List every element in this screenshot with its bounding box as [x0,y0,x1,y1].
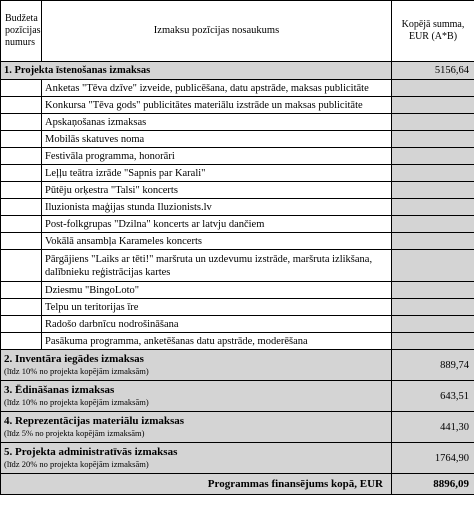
section-1-title: 1. Projekta īstenošanas izmaksas [1,62,392,80]
item-row [1,80,474,97]
header-position-number: Budžeta pozīcijas numurs [1,1,42,62]
header-position-name: Izmaksu pozīcijas nosaukums [42,1,392,62]
item-label: Festivāla programma, honorāri [42,148,392,165]
item-label: Vokālā ansambļa Karameles koncerts [42,233,392,250]
section-4-title-cell [1,412,392,443]
section-3-row [1,381,474,412]
item-label: Post-folkgrupas "Dzilna" koncerts ar latvju dančiem [42,216,392,233]
header-row [1,1,474,62]
item-row [1,250,474,282]
section-2-title: 2. Inventāra iegādes izmaksas [4,353,144,365]
section-1-amount: 5156,64 [392,62,474,80]
section-4-title: 4. Reprezentācijas materiālu izmaksas [4,415,185,427]
item-label: Apskaņošanas izmaksas [42,114,392,131]
section-2-note: (līdz 10% no projekta kopējām izmaksām) [4,366,149,376]
item-label: Telpu un teritorijas īre [42,299,392,316]
section-1-row [1,62,474,80]
section-3-title: 3. Ēdināšanas izmaksas [4,384,115,396]
section-5-title-cell [1,443,392,474]
item-row [1,114,474,131]
section-4-note: (līdz 5% no projekta kopējām izmaksām) [4,428,145,438]
total-amount: 8896,09 [392,474,474,495]
section-3-title-cell [1,381,392,412]
item-row [1,182,474,199]
section-2-amount: 889,74 [392,350,474,381]
item-label: Radošo darbnīcu nodrošināšana [42,316,392,333]
total-label: Programmas finansējums kopā, EUR [1,474,392,495]
item-row [1,97,474,114]
item-row [1,282,474,299]
total-row [1,474,474,495]
item-label: Pārgājiens "Laiks ar tēti!" maršruta un uzdevumu izstrāde, maršruta izlikšana, dalībnieku reģistrācijas kartes [42,250,392,282]
section-4-row [1,412,474,443]
item-label: Pasākuma programma, anketēšanas datu apstrāde, moderēšana [42,333,392,350]
item-row [1,131,474,148]
item-label: Konkursa "Tēva gods" publicitātes materiālu izstrāde un maksas publicitāte [42,97,392,114]
section-3-amount: 643,51 [392,381,474,412]
section-4-amount: 441,30 [392,412,474,443]
section-5-amount: 1764,90 [392,443,474,474]
item-label: Iluzionista maģijas stunda Iluzionists.lv [42,199,392,216]
item-row [1,165,474,182]
section-2-title-cell [1,350,392,381]
section-2-row [1,350,474,381]
section-3-note: (līdz 10% no projekta kopējām izmaksām) [4,397,149,407]
item-label: Pūtēju orķestra "Talsi" koncerts [42,182,392,199]
item-label: Anketas "Tēva dzīve" izveide, publicēšana, datu apstrāde, maksas publicitāte [42,80,392,97]
item-row [1,233,474,250]
item-row [1,316,474,333]
header-total-sum: Kopējā summa, EUR (A*B) [392,1,474,62]
item-label: Leļļu teātra izrāde "Sapnis par Karali" [42,165,392,182]
item-row [1,299,474,316]
section-5-row [1,443,474,474]
item-row [1,148,474,165]
section-5-note: (līdz 20% no projekta kopējām izmaksām) [4,459,149,469]
item-label: Mobilās skatuves noma [42,131,392,148]
item-row [1,216,474,233]
item-row [1,199,474,216]
item-label: Dziesmu "BingoLoto" [42,282,392,299]
item-row [1,333,474,350]
section-5-title: 5. Projekta administratīvās izmaksas [4,446,178,458]
